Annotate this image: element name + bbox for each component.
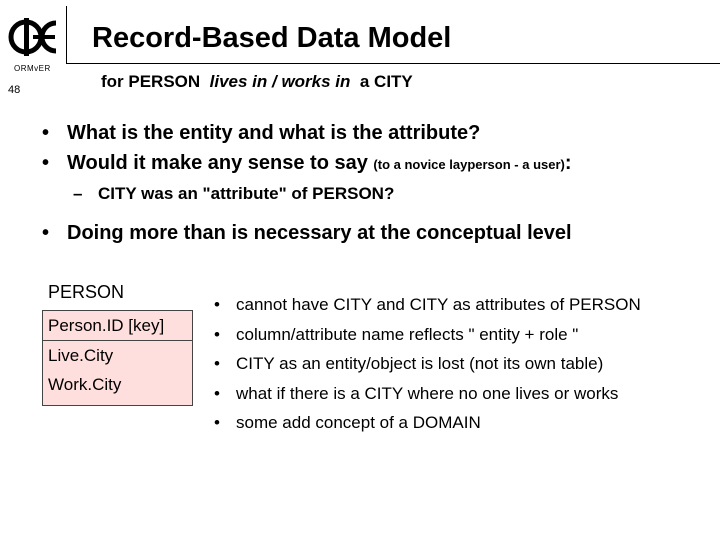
bullet-conceptual: • Doing more than is necessary at the conceptual level xyxy=(42,218,572,248)
slide-number: 48 xyxy=(8,84,21,96)
header-divider-vertical xyxy=(66,6,67,64)
attribute-work-city: Work.City xyxy=(48,375,122,394)
logo-icon xyxy=(6,14,62,60)
subtitle-suffix: a CITY xyxy=(359,72,413,91)
entity-name: PERSON xyxy=(48,282,125,302)
subtitle xyxy=(101,72,413,92)
subtitle-prefix: for PERSON xyxy=(101,72,201,91)
notes-list xyxy=(214,290,641,438)
bullet-question-2-colon: : xyxy=(564,152,572,174)
page-title: Record-Based Data Model xyxy=(92,22,452,54)
note-item: • cannot have CITY and CITY as attributes of PERSON xyxy=(214,290,641,320)
bullet-question-2 xyxy=(42,148,572,180)
note-item: • column/attribute name reflects " entity + role " xyxy=(214,320,641,350)
attribute-live-city: Live.City xyxy=(48,346,114,365)
header-divider-horizontal xyxy=(66,63,720,64)
bullet-question-2-aside: (to a novice layperson - a user) xyxy=(373,157,565,172)
key-attribute: Person.ID [key] xyxy=(43,311,192,341)
entity-table xyxy=(42,310,193,406)
bullet-question-1: • What is the entity and what is the attribute? xyxy=(42,118,572,148)
main-bullets xyxy=(42,118,572,248)
org-label: ORMvER xyxy=(14,64,51,73)
note-item: • some add concept of a DOMAIN xyxy=(214,408,641,438)
bullet-question-2-text: Would it make any sense to say xyxy=(67,152,374,174)
subtitle-relation: lives in / works in xyxy=(209,72,351,91)
note-item: • CITY as an entity/object is lost (not its own table) xyxy=(214,349,641,379)
sub-bullet: – CITY was an "attribute" of PERSON? xyxy=(42,180,572,208)
note-item: • what if there is a CITY where no one lives or works xyxy=(214,379,641,409)
